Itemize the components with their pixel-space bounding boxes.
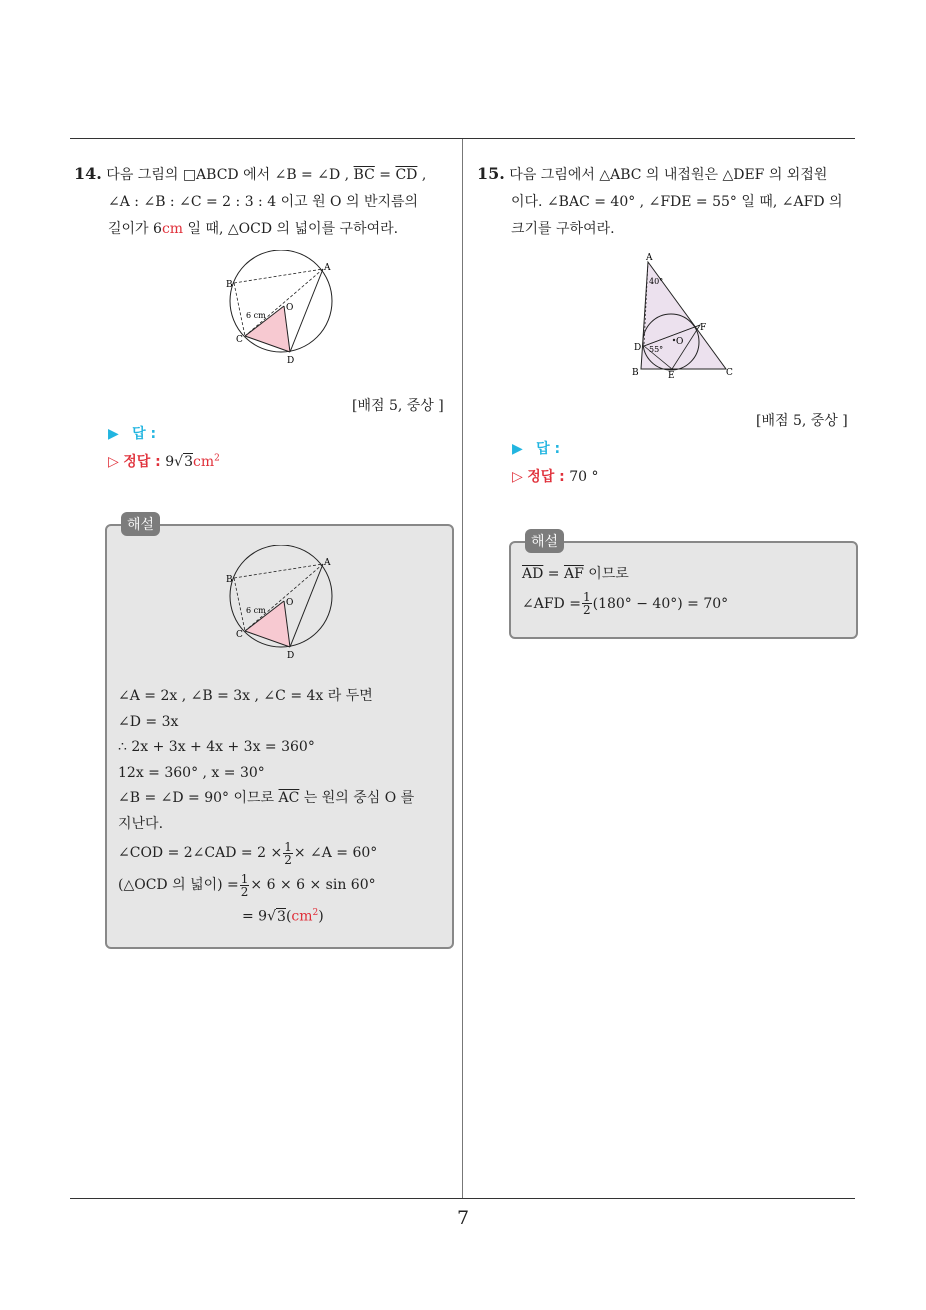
q14-number: 14. [74, 164, 102, 183]
q14-correct-label: 정답 : [123, 454, 161, 470]
q15-label-b: B [632, 368, 639, 378]
q14-label-radius: 6 cm [246, 311, 266, 320]
q14-sol-label-o: O [286, 598, 294, 608]
q14-sol-label-c: C [236, 630, 243, 640]
q15-label-a: A [646, 253, 653, 263]
question-15 [477, 160, 859, 243]
q14-label-a: A [324, 263, 331, 273]
page-number: 7 [456, 1207, 470, 1229]
q15-correct-label: 정답 : [527, 469, 565, 485]
segment-cd: $\overline{CD}$ [395, 167, 418, 183]
q14-line3: 길이가 6cm 일 때, △OCD 의 넓이를 구하여라. [108, 221, 399, 237]
q15-answer-row [512, 438, 560, 458]
q15-label-o: O [676, 337, 684, 347]
segment-bc: $\overline{BC}$ [353, 167, 375, 183]
q14-answer-label: 답 : [132, 426, 157, 442]
q15-line3: 크기를 구하여라. [511, 221, 615, 237]
q14-sol-label-radius: 6 cm [246, 606, 266, 615]
q14-solution-tag: 해설 [121, 512, 160, 536]
q15-line1: 15. 다음 그림에서 △ABC 의 내접원은 △DEF 의 외접원 [477, 164, 828, 183]
q15-solution-tag: 해설 [525, 529, 564, 553]
play-icon: ▶ [108, 426, 119, 442]
q14-sol-label-a: A [324, 558, 331, 568]
q15-label-f: F [700, 323, 707, 333]
question-14 [74, 160, 456, 243]
outline-triangle-icon: ▷ [108, 454, 119, 470]
q15-label-angle-d: 55° [649, 345, 664, 354]
column-divider [462, 139, 463, 1198]
play-icon: ▶ [512, 441, 523, 457]
q15-line2: 이다. ∠BAC = 40° , ∠FDE = 55° 일 때, ∠AFD 의 [511, 194, 843, 210]
q14-sol-label-b: B [226, 575, 233, 585]
q14-label-b: B [226, 280, 233, 290]
q14-label-c: C [236, 335, 243, 345]
q15-label-c: C [726, 368, 733, 378]
q14-correct-row: ▷ 정답 : $9√3cm^2$ [108, 453, 220, 470]
q14-label-d: D [287, 356, 295, 366]
q15-correct-row [512, 466, 598, 486]
q14-line1: 14. 다음 그림의 □ABCD 에서 ∠B = ∠D , $\overline{BC} = \overline{CD}$ , [74, 164, 427, 183]
q15-correct-value: 70 ° [569, 469, 599, 485]
q14-line2: ∠A : ∠B : ∠C = 2 : 3 : 4 이고 원 O 의 반지름의 [108, 194, 419, 210]
q14-answer-row [108, 423, 156, 443]
q15-label-e: E [668, 371, 675, 378]
q14-figure [222, 250, 342, 368]
q15-number: 15. [477, 164, 505, 183]
q15-solution-text: $\overline{AD} = \overline{AF}$ 이므로 ∠AFD = $\frac{1}{2}$ (180° − 40°) = 70° [522, 566, 729, 617]
outline-triangle-icon: ▷ [512, 469, 523, 485]
q14-sol-label-d: D [287, 651, 295, 661]
q15-figure [630, 250, 740, 378]
q14-solution-text: ∠A = 2x , ∠B = 3x , ∠C = 4x 라 두면 ∠D = 3x ∴ 2x + 3x + 4x + 3x = 360° 12x = 360° , x = 30° ∠B = ∠D = 90° 이므로 $\overline{AC}$ 는 원의 중심 O 를 지난다. ∠COD = 2∠CAD = 2 × $\frac{1}{2}$ × ∠A = 60° (△OCD 의 넓이) = $\frac{1}{2}$ × 6 × 6 × sin 60° = $9√3(cm^2)$ [118, 688, 415, 925]
bottom-rule [70, 1198, 855, 1199]
q15-label-d: D [634, 343, 642, 353]
q14-solution-figure [222, 545, 342, 663]
q14-label-o: O [286, 303, 294, 313]
q15-answer-label: 답 : [536, 441, 561, 457]
q15-score: [배점 5, 중상 ] [756, 413, 848, 429]
q15-label-angle-a: 40° [649, 277, 664, 286]
q14-score: [배점 5, 중상 ] [352, 398, 444, 414]
